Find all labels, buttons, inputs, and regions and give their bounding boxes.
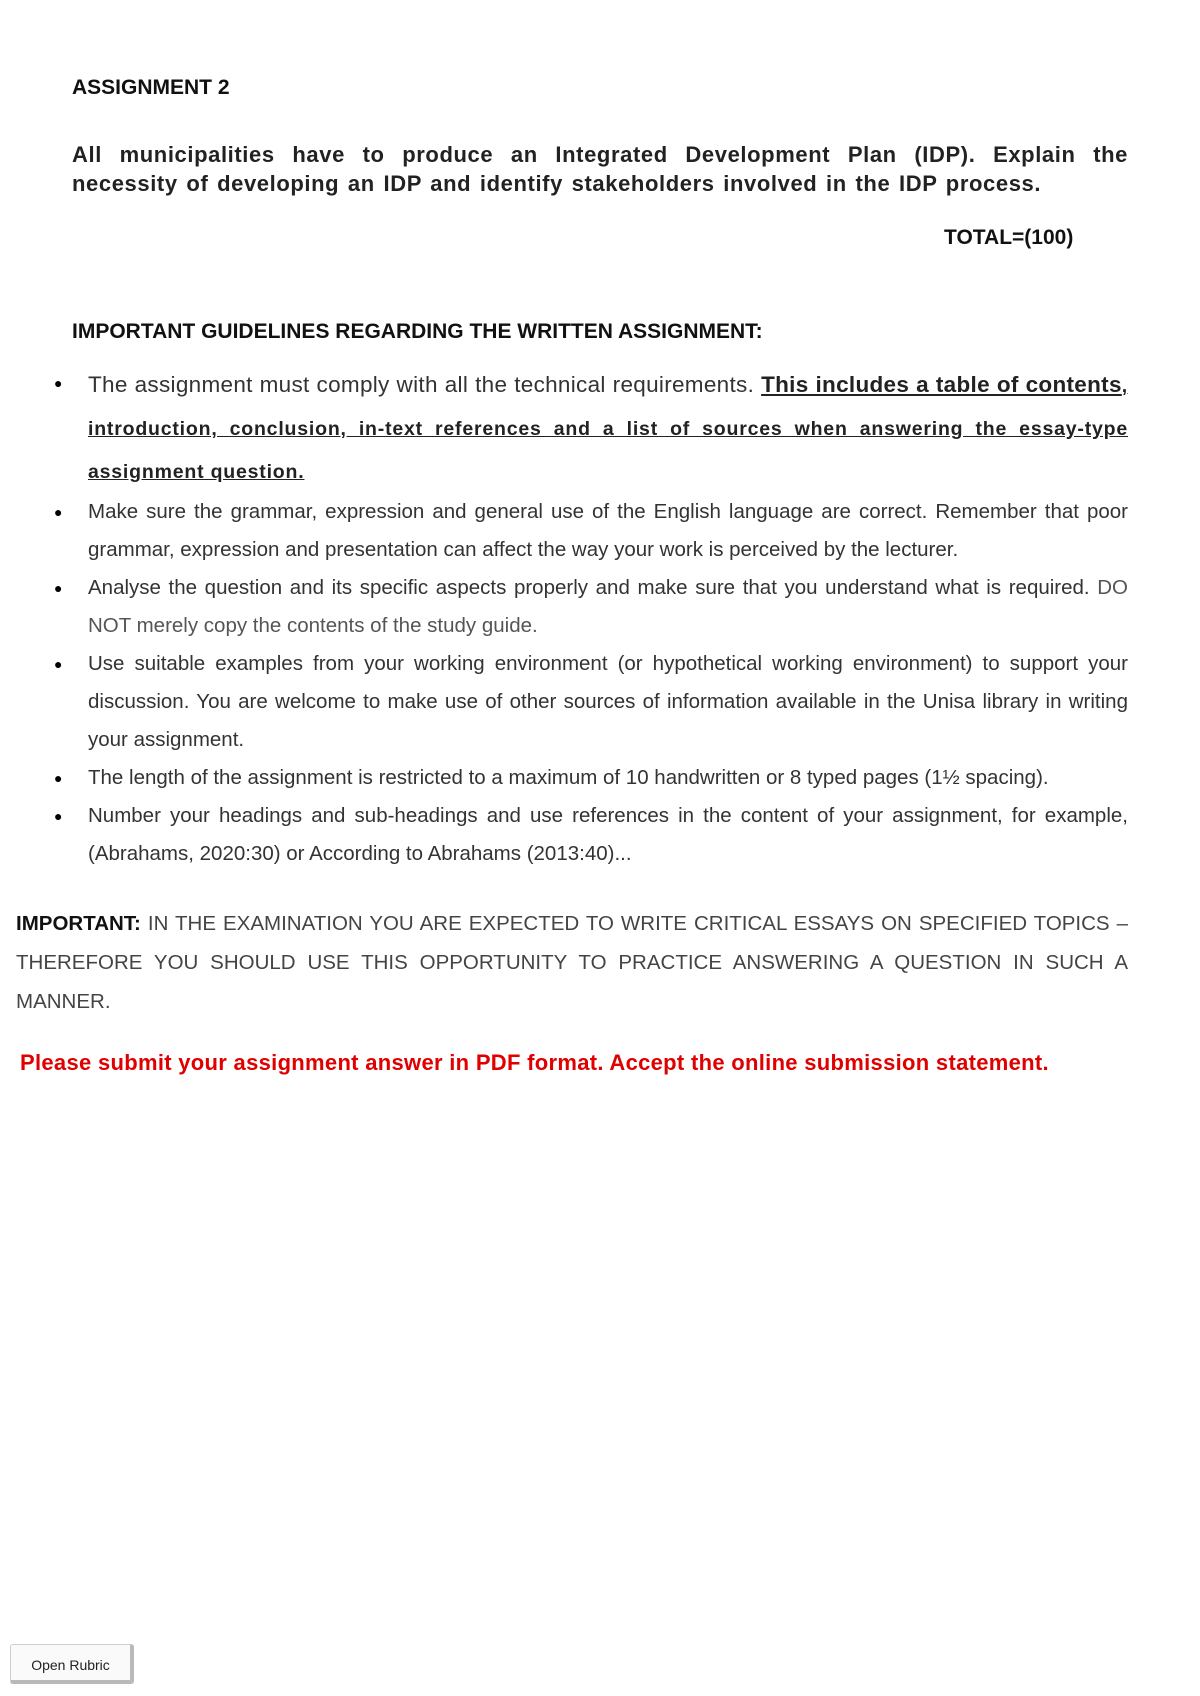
guideline-text: DO NOT merely copy the contents of the study guide. [88,576,1128,637]
guideline-emphasis: This includes a table of contents [761,372,1122,397]
guideline-text: Make sure the grammar, expression and general use of the English language are correct. Remember that poor grammar, expression and presentation can affect the way your work is perceived by the lecturer. [88,500,1128,561]
important-note [16,904,1128,1021]
guideline-item [48,759,1128,797]
important-text: IN THE EXAMINATION YOU ARE EXPECTED TO WRITE CRITICAL ESSAYS ON SPECIFIED TOPICS – THEREFORE YOU SHOULD USE THIS OPPORTUNITY TO PRACTICE ANSWERING A QUESTION IN SUCH A MANNER. [16,912,1128,1013]
assignment-title: ASSIGNMENT 2 [72,76,230,99]
bullet-icon: ● [54,770,63,786]
important-label: IMPORTANT: [16,912,141,935]
guidelines-list [48,364,1128,873]
bullet-icon: ● [54,504,63,520]
guideline-emphasis: , introduction, conclusion, in-text references and a list of sources when answering the essay-type assignment question. [88,375,1128,483]
bullet-icon: ● [54,580,63,596]
guideline-text: Number your headings and sub-headings and use references in the content of your assignment, for example, (Abrahams, 2020:30) or According to Abrahams (2013:40)... [88,804,1128,865]
guidelines-heading: IMPORTANT GUIDELINES REGARDING THE WRITTEN ASSIGNMENT: [72,320,763,343]
bullet-icon: ● [54,375,63,391]
guideline-text: The assignment must comply with all the technical requirements. [88,372,762,397]
guideline-item [48,797,1128,873]
bullet-icon: ● [54,808,63,824]
guideline-text: The length of the assignment is restricted to a maximum of 10 handwritten or 8 typed pages (1½ spacing). [88,766,1049,789]
guideline-item [48,645,1128,759]
guideline-text: Use suitable examples from your working environment (or hypothetical working environment) to support your discussion. You are welcome to make use of other sources of information available in the Unisa library in writing your assignment. [88,652,1128,751]
guideline-item [48,569,1128,645]
guideline-text: Analyse the question and its specific aspects properly and make sure that you understand what is required. [88,576,1090,599]
assignment-question: All municipalities have to produce an Integrated Development Plan (IDP). Explain the necessity of developing an IDP and identify stakeholders involved in the IDP process. [72,142,1128,196]
total-marks: TOTAL=(100) [944,226,1074,249]
bullet-icon: ● [54,656,63,672]
submission-note: Please submit your assignment answer in PDF format. Accept the online submission statement. [20,1050,1049,1075]
open-rubric-button[interactable]: Open Rubric [10,1644,134,1684]
guideline-item [48,493,1128,569]
guideline-item [48,364,1128,493]
